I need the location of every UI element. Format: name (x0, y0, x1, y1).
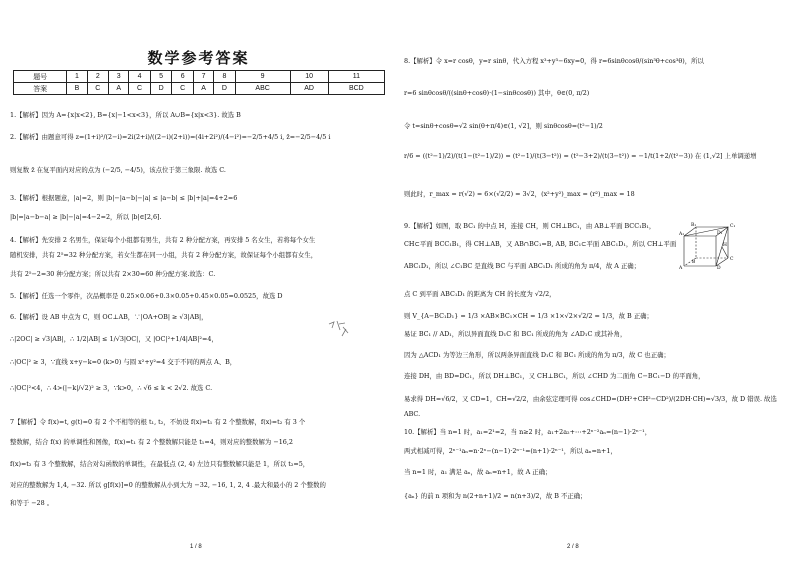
solution-line: 当 n=1 时，a₁ 满足 aₙ，故 aₙ=n+1，故 A 正确； (404, 468, 552, 476)
table-cell: 11 (328, 71, 384, 83)
solution-line: ABC. (404, 410, 421, 418)
solution-line: ∴|2OC| ≥ √3|AB|，∴ 1/2|AB| ≤ 1/√3|OC|，又 |OC|²+1/4|AB|²=4， (10, 335, 218, 343)
solution-line: 2.【解析】由题意可得 z=(1+i)²/(2−i)=2i(2+i)/((2−i)(2+i))=(4i+2i²)/(4−i²)=−2/5+4/5 i, z̄=−2/5−4/5 i (10, 133, 331, 141)
solution-line: 令 t=sinθ+cosθ=√2 sin(θ+π/4)∈(1, √2]，则 sinθcosθ=(t²−1)/2 (404, 122, 603, 130)
table-cell: 1 (67, 71, 87, 83)
cube-label: D₁ (717, 231, 723, 236)
table-cell: 3 (109, 71, 129, 83)
table-cell: 5 (150, 71, 172, 83)
solution-line: f(x)=t₂ 有 3 个整数解，结合对勾函数的单调性，在最低点 (2, 4) 左边只有整数解只能是 1，所以 t₂=5， (10, 460, 310, 468)
solution-line: 则复数 z̄ 在复平面内对应的点为 (−2/5, −4/5)，该点位于第三象限. 故选 C. (10, 166, 226, 174)
solution-line: r/6 = ((t²−1)/2)/(t(1−(t²−1)/2)) = (t²−1)/(t(3−t²)) = (t²−3+2)/(t(3−t²)) = −1/t(1+2/(t²−3)) 在 (1,√2] 上单调递增 (404, 152, 757, 160)
table-cell: 8 (214, 71, 236, 83)
table-cell: 4 (129, 71, 151, 83)
solution-line: 8.【解析】令 x=r cosθ，y=r sinθ，代入方程 x³+y³−6xy=0，得 r=6sinθcosθ/(sin³θ+cos³θ)，所以 (404, 57, 704, 65)
table-cell: 题号 (14, 71, 67, 83)
pencil-scribble-mark (326, 318, 352, 340)
solution-line: CH⊂平面 BCC₁B₁，得 CH⊥AB，又 AB∩BC₁=B, AB, BC₁⊂平面 ABC₁D₁，所以 CH⊥平面 (404, 240, 677, 248)
cube-label: C (730, 257, 734, 262)
page-right (397, 0, 794, 562)
solution-line: ∴|OC|² ≥ 3，∵直线 x+y−k=0 (k>0) 与圆 x²+y²=4 交于不同的两点 A、B， (10, 358, 237, 366)
solution-line: 连接 DH，由 BD=DC₁，所以 DH⊥BC₁，又 CH⊥BC₁，所以 ∠CHD 为二面角 C−BC₁−D 的平面角， (404, 372, 705, 380)
solution-line: 整数解，结合 f(x) 的单调性和图像，f(x)=t₁ 有 2 个整数解只能是 t₁=4，则对应的整数解为 −16,2 (10, 438, 293, 446)
cube-diagram (676, 222, 746, 270)
solution-line: 易证 BC₁ // AD₁，所以异面直线 D₁C 和 BC₁ 所成的角为 ∠AD₁C 或其补角， (404, 330, 627, 338)
solution-line: 6.【解析】设 AB 中点为 C，则 OC⊥AB，∵|OA+OB| ≥ √3|AB|， (10, 313, 208, 321)
solution-line: 因为 △ACD₁ 为等边三角形，所以两条异面直线 D₁C 和 BC₁ 所成的角为 π/3，故 C 也正确； (404, 351, 670, 359)
table-cell: C (172, 83, 194, 95)
table-cell: D (150, 83, 172, 95)
solution-line: r=6 sinθcosθ/((sinθ+cosθ)·(1−sinθcosθ)) 其中，θ∈(0, π/2) (404, 89, 590, 97)
page-number: 1 / 8 (190, 544, 202, 550)
table-cell: A (109, 83, 129, 95)
table-cell: D (214, 83, 236, 95)
table-cell: 9 (235, 71, 290, 83)
table-cell: 答案 (14, 83, 67, 95)
solution-line: 7【解析】令 f(x)=t, g(t)=0 有 2 个不相等的根 t₁, t₂，不妨设 f(x)=t₁ 有 2 个整数解，f(x)=t₂ 有 3 个 (10, 418, 306, 426)
solution-line: 共有 2⁵−2=30 种分配方案；所以共有 2×30=60 种分配方案.故选：C. (10, 270, 216, 278)
cube-label: B (692, 260, 696, 265)
solution-line: 4.【解析】先安排 2 名男生，保证每个小组都有男生，共有 2 种分配方案，再安排 5 名女生，若将每个女生 (10, 236, 316, 244)
solution-line: 则 V_{A−BC₁D₁} = 1/3 ×AB×BC₁×CH = 1/3 ×1×√2×√2/2 = 1/3，故 B 正确； (404, 312, 653, 320)
table-answer-row (14, 83, 385, 95)
answer-table (13, 70, 385, 95)
table-cell: AD (290, 83, 328, 95)
solution-line: 点 C 到平面 ABC₁D₁ 的距离为 CH 的长度为 √2/2， (404, 290, 556, 298)
table-cell: C (129, 83, 151, 95)
solution-line: 1.【解析】因为 A={x|x<2}, B={x|−1<x<3}，所以 A∪B={x|x<3}. 故选 B (10, 111, 241, 119)
table-header-row (14, 71, 385, 83)
cube-label: A₁ (679, 232, 685, 237)
solution-line: 则此时，r_max = r(√2) = 6×(√2/2) = 3√2，(x²+y²)_max = (r²)_max = 18 (404, 190, 635, 198)
cube-label: B₁ (691, 223, 697, 228)
cube-label: H (723, 243, 727, 248)
table-cell: 7 (193, 71, 213, 83)
solution-line: |b|=|a−b−a| ≥ |b|−|a|=4−2=2，所以 |b|∈[2,6]. (10, 213, 162, 221)
page-title: 数学参考答案 (147, 49, 250, 67)
solution-line: 对应的整数解为 1,4, −32. 所以 g[f(x)]=0 的整数解从小到大为 −32, −16, 1, 2, 4 .最大和最小的 2 个整数的 (10, 481, 326, 489)
page-number: 2 / 8 (567, 544, 579, 550)
solution-line: 易求得 DH=√6/2，又 CD=1，CH=√2/2，由余弦定理可得 cos∠CHD=(DH²+CH²−CD²)/(2DH·CH)=√3/3，故 D 错误. 故选 (404, 395, 777, 403)
solution-line: 两式相减可得，2ⁿ⁻¹aₙ=n·2ⁿ−(n−1)·2ⁿ⁻¹=(n+1)·2ⁿ⁻¹，所以 aₙ=n+1， (404, 447, 617, 455)
solution-line: 10.【解析】当 n=1 时，a₁=2¹=2，当 n≥2 时，a₁+2a₂+⋯+2ⁿ⁻²aₙ=(n−1)·2ⁿ⁻¹， (404, 428, 652, 436)
solution-line: 5.【解析】任选一个零件，次品概率是 0.25×0.06+0.3×0.05+0.45×0.05=0.0525，故选 D (10, 292, 283, 300)
solution-line: 9.【解析】如图，取 BC₁ 的中点 H，连接 CH，则 CH⊥BC₁，由 AB⊥平面 BCC₁B₁， (404, 222, 656, 230)
table-cell: 6 (172, 71, 194, 83)
solution-line: 和等于 −28 。 (10, 499, 54, 507)
cube-label: A (679, 266, 683, 270)
table-cell: A (193, 83, 213, 95)
table-cell: B (67, 83, 87, 95)
cube-label: C₁ (730, 224, 736, 229)
table-cell: 2 (87, 71, 109, 83)
table-cell: ABC (235, 83, 290, 95)
solution-line: {aₙ} 的前 n 项和为 n(2+n+1)/2 = n(n+3)/2，故 B 不正确； (404, 492, 587, 500)
solution-line: 随机安排，共有 2⁵=32 种分配方案，若女生都在同一小组，共有 2 种分配方案，故保证每个小组都有女生， (10, 251, 318, 259)
table-cell: C (87, 83, 109, 95)
table-cell: 10 (290, 71, 328, 83)
solution-line: 3.【解析】根据题意，|a|=2，则 |b|−|a−b|−|a| ≤ |a−b| ≤ |b|+|a|=4+2=6 (10, 194, 238, 202)
table-cell: BCD (328, 83, 384, 95)
solution-line: ∴|OC|²<4，∴ 4>(|−k|/√2)² ≥ 3，∵k>0，∴ √6 ≤ k < 2√2. 故选 C. (10, 384, 213, 392)
solution-line: ABC₁D₁，所以 ∠C₁BC 是直线 BC 与平面 ABC₁D₁ 所成的角为 π/4，故 A 正确； (404, 262, 641, 270)
cube-label: D (717, 266, 721, 270)
